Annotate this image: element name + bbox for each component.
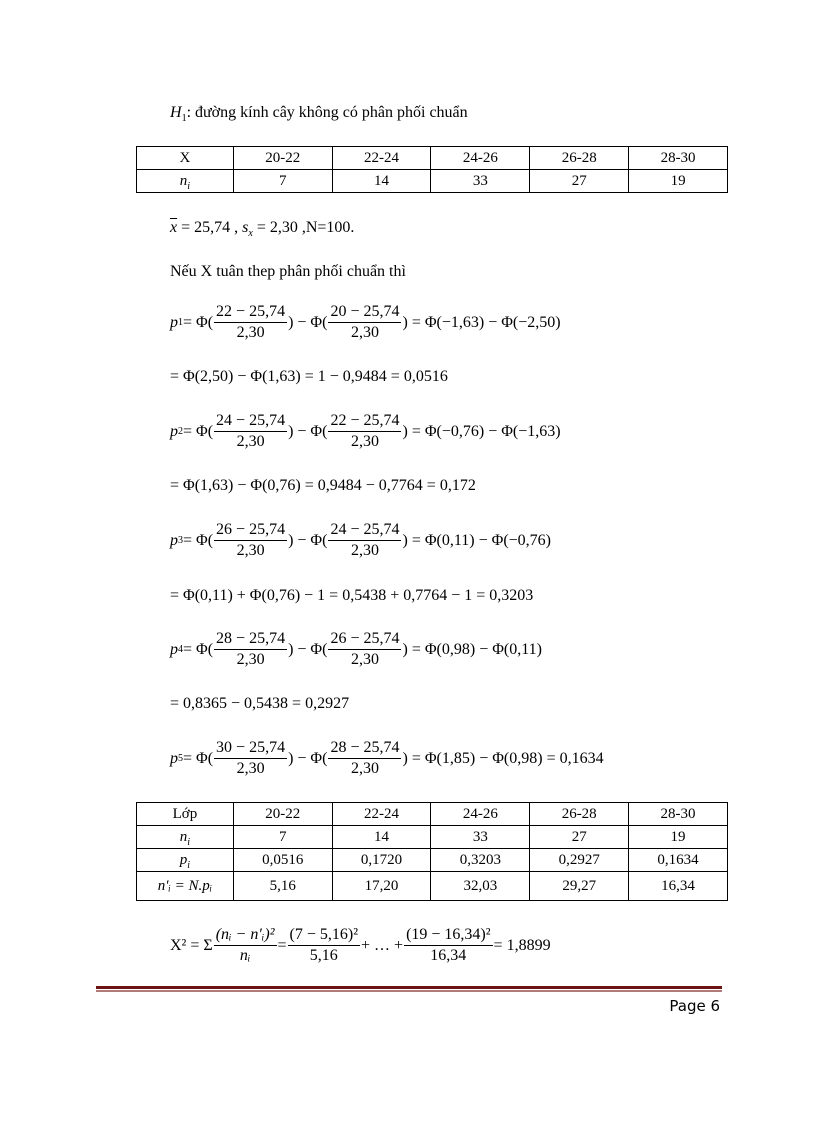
fraction: $\frac{30 - 25,74}{2,30}$ bbox=[216, 739, 286, 777]
s-value: = 2,30 ,N=100. bbox=[252, 219, 355, 236]
table-cell: $p_i$ bbox=[137, 849, 234, 872]
fraction: $\frac{22 - 25,74}{2,30}$ bbox=[330, 412, 400, 450]
h1-symbol: H bbox=[170, 104, 182, 121]
page-number: Page 6 bbox=[669, 997, 720, 1015]
table-cell: 26-28 bbox=[530, 147, 629, 170]
sample-statistics: $\overline{x} = 25,74$ , $s_x = 2,30$ ,N=100. bbox=[170, 219, 355, 240]
table-row bbox=[137, 826, 728, 849]
table-cell: 19 bbox=[629, 826, 728, 849]
table-row bbox=[137, 170, 728, 193]
table-row bbox=[137, 803, 728, 826]
table-cell: Lớp bbox=[137, 803, 234, 826]
expected-frequency-table bbox=[136, 802, 728, 901]
frequency-table bbox=[136, 146, 728, 193]
table-cell: 28-30 bbox=[629, 803, 728, 826]
table-cell: 14 bbox=[332, 170, 431, 193]
table-cell: 0,2927 bbox=[530, 849, 629, 872]
table-cell: 26-28 bbox=[530, 803, 629, 826]
equation-p1-result: = Φ(2,50) − Φ(1,63) = 1 − 0,9484 = 0,0516 bbox=[170, 368, 448, 385]
footer-divider bbox=[96, 986, 722, 989]
table-cell: 22-24 bbox=[332, 803, 431, 826]
equation-p1: p 1 = Φ( $\frac{22 - 25,74}{2,30}$ ) − Φ( $\frac{20 - 25,74}{2,30}$ ) = Φ(−1,63) − Φ(−2,50) bbox=[170, 303, 561, 341]
footer-divider-thin bbox=[96, 990, 722, 992]
table-cell: 17,20 bbox=[332, 872, 431, 901]
fraction: $\frac{20 - 25,74}{2,30}$ bbox=[330, 303, 400, 341]
h1-text: : đường kính cây không có phân phối chuẩn bbox=[186, 104, 468, 121]
table-row bbox=[137, 849, 728, 872]
table-cell: 7 bbox=[233, 826, 332, 849]
table-cell: $n_i$ bbox=[137, 170, 234, 193]
table-cell: 27 bbox=[530, 170, 629, 193]
table-cell: 14 bbox=[332, 826, 431, 849]
fraction: $\frac{\text{(nᵢ − n′ᵢ)²}}{\text{nᵢ}}$ bbox=[215, 926, 275, 964]
equation-p3-result: = Φ(0,11) + Φ(0,76) − 1 = 0,5438 + 0,7764 − 1 = 0,3203 bbox=[170, 587, 534, 604]
table-cell: 29,27 bbox=[530, 872, 629, 901]
fraction: $\frac{24 - 25,74}{2,30}$ bbox=[330, 521, 400, 559]
fraction: $\frac{28 - 25,74}{2,30}$ bbox=[216, 630, 286, 668]
table-cell: 7 bbox=[233, 170, 332, 193]
table-row bbox=[137, 872, 728, 901]
equation-p2: p 2 = Φ( $\frac{24 - 25,74}{2,30}$ ) − Φ( $\frac{22 - 25,74}{2,30}$ ) = Φ(−0,76) − Φ(−1,63) bbox=[170, 412, 561, 450]
table-cell: 0,0516 bbox=[233, 849, 332, 872]
table-cell: 24-26 bbox=[431, 803, 530, 826]
equation-p5: p 5 = Φ( $\frac{30 - 25,74}{2,30}$ ) − Φ( $\frac{28 - 25,74}{2,30}$ ) = Φ(1,85) − Φ(0,98) = 0,1634 bbox=[170, 739, 604, 777]
intro-text: Nếu X tuân thep phân phối chuẩn thì bbox=[170, 263, 406, 280]
xbar-symbol: $\overline{x}$ bbox=[170, 219, 178, 236]
equation-p2-result: = Φ(1,63) − Φ(0,76) = 0,9484 − 0,7764 = 0,172 bbox=[170, 477, 476, 494]
table-cell: 24-26 bbox=[431, 147, 530, 170]
table-cell: 32,03 bbox=[431, 872, 530, 901]
xbar-value: = 25,74 , bbox=[177, 219, 243, 236]
s-symbol: s bbox=[242, 219, 249, 236]
fraction: $\frac{22 - 25,74}{2,30}$ bbox=[216, 303, 286, 341]
table-cell: 16,34 bbox=[629, 872, 728, 901]
fraction: $\frac{24 - 25,74}{2,30}$ bbox=[216, 412, 286, 450]
table-cell: 33 bbox=[431, 826, 530, 849]
table-cell: 0,1720 bbox=[332, 849, 431, 872]
fraction: $\frac{26 - 25,74}{2,30}$ bbox=[216, 521, 286, 559]
table-row bbox=[137, 147, 728, 170]
fraction: $\frac{28 - 25,74}{2,30}$ bbox=[330, 739, 400, 777]
table-cell: 0,1634 bbox=[629, 849, 728, 872]
table-cell: X bbox=[137, 147, 234, 170]
equation-p4-result: = 0,8365 − 0,5438 = 0,2927 bbox=[170, 695, 350, 712]
table-cell: 27 bbox=[530, 826, 629, 849]
table-cell: 22-24 bbox=[332, 147, 431, 170]
fraction: $\frac{26 - 25,74}{2,30}$ bbox=[330, 630, 400, 668]
table-cell: 28-30 bbox=[629, 147, 728, 170]
equation-p3: p 3 = Φ( $\frac{26 - 25,74}{2,30}$ ) − Φ( $\frac{24 - 25,74}{2,30}$ ) = Φ(0,11) − Φ(−0,76) bbox=[170, 521, 551, 559]
table-cell: 19 bbox=[629, 170, 728, 193]
hypothesis-h1 bbox=[170, 103, 468, 123]
table-cell: 20-22 bbox=[233, 803, 332, 826]
table-cell: n′ᵢ = N.pᵢ bbox=[137, 872, 234, 901]
h1-subscript: 1 bbox=[181, 113, 187, 125]
table-cell: 5,16 bbox=[233, 872, 332, 901]
table-cell: 33 bbox=[431, 170, 530, 193]
table-cell: $n_i$ bbox=[137, 826, 234, 849]
chi-square-equation: X² = Σ $\frac{\text{(nᵢ − n′ᵢ)²}}{\text{nᵢ}}$ = $\frac{\text{(7 − 5,16)²}}{5,16}$ + … + $\frac{\text{(19 − 16,34)²}}{16,34}$ = 1,8899 bbox=[170, 926, 551, 964]
equation-p4: p 4 = Φ( $\frac{28 - 25,74}{2,30}$ ) − Φ( $\frac{26 - 25,74}{2,30}$ ) = Φ(0,98) − Φ(0,11) bbox=[170, 630, 542, 668]
fraction: $\frac{\text{(7 − 5,16)²}}{5,16}$ bbox=[289, 926, 359, 964]
fraction: $\frac{\text{(19 − 16,34)²}}{16,34}$ bbox=[406, 926, 491, 964]
table-cell: 20-22 bbox=[233, 147, 332, 170]
table-cell: 0,3203 bbox=[431, 849, 530, 872]
